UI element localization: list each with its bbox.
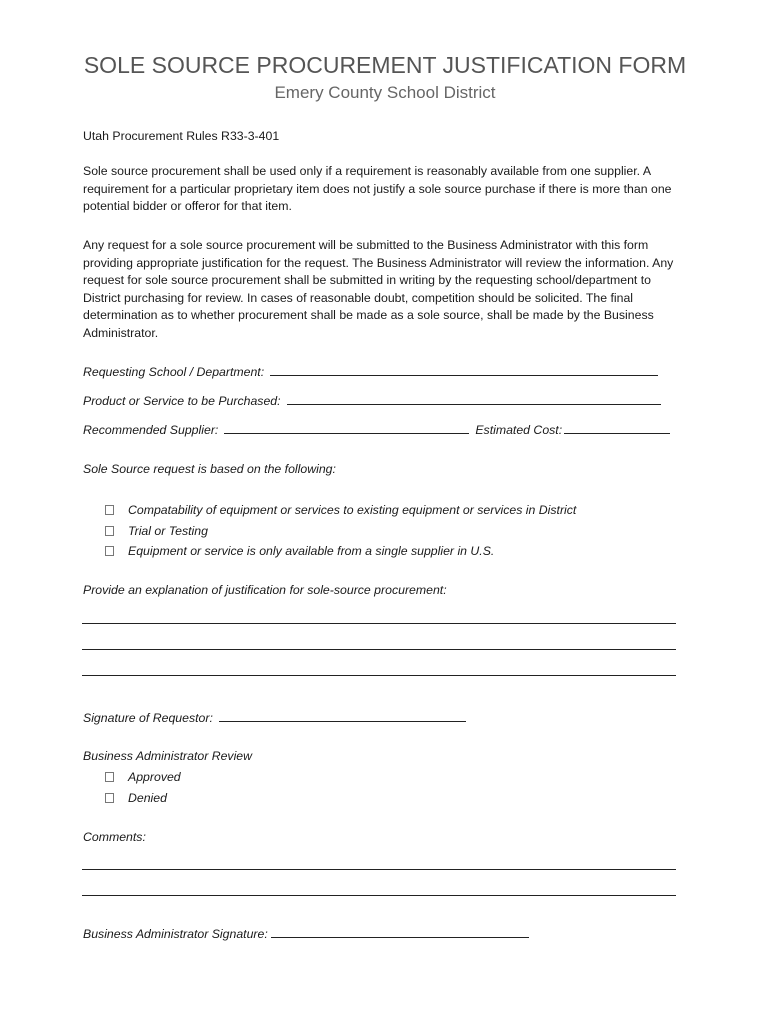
admin-signature-line[interactable]: [271, 926, 529, 938]
intro-paragraph-2: Any request for a sole source procurement will be submitted to the Business Administrator with this form providing appropriate justification for the request. The Business Administrator will review the information. Any request for sole source procurement shall be submitted in writing by the requesting school/department to District purchasing for review. In cases of reasonable doubt, competition should be solicited. The final determination as to whether procurement shall be made as a sole source, shall be made by the Business Administrator.: [83, 238, 674, 340]
admin-signature-field: [83, 926, 529, 941]
requesting-school-field: [83, 364, 658, 379]
admin-signature-label: Business Administrator Signature:: [83, 927, 268, 941]
comments-line[interactable]: [82, 869, 676, 870]
recommended-supplier-label: Recommended Supplier:: [83, 423, 219, 437]
review-option-label: Denied: [128, 791, 167, 805]
requestor-signature-field: [83, 710, 466, 725]
explanation-line[interactable]: [82, 649, 676, 650]
product-service-label: Product or Service to be Purchased:: [83, 394, 281, 408]
review-option-denied[interactable]: [105, 791, 167, 805]
product-service-field: [83, 393, 661, 408]
review-heading: Business Administrator Review: [83, 749, 253, 763]
checkbox-icon[interactable]: [105, 772, 114, 782]
basis-option-label: Equipment or service is only available from a single supplier in U.S.: [128, 544, 495, 558]
checkbox-icon[interactable]: [105, 526, 114, 536]
checkbox-icon[interactable]: [105, 546, 114, 556]
basis-option-single-supplier[interactable]: [105, 544, 494, 558]
product-service-line[interactable]: [287, 393, 661, 405]
estimated-cost-label: Estimated Cost:: [475, 423, 563, 437]
recommended-supplier-line[interactable]: [224, 422, 469, 434]
estimated-cost-line[interactable]: [564, 422, 670, 434]
rules-reference: Utah Procurement Rules R33-3-401: [83, 129, 280, 143]
explanation-line[interactable]: [82, 623, 676, 624]
basis-heading: Sole Source request is based on the following:: [83, 462, 336, 476]
comments-heading: Comments:: [83, 830, 146, 844]
form-title: SOLE SOURCE PROCUREMENT JUSTIFICATION FORM: [83, 52, 687, 78]
district-name: Emery County School District: [274, 83, 496, 102]
explanation-line[interactable]: [82, 675, 676, 676]
checkbox-icon[interactable]: [105, 793, 114, 803]
requestor-signature-line[interactable]: [219, 710, 466, 722]
requesting-school-label: Requesting School / Department:: [83, 365, 265, 379]
basis-option-compatibility[interactable]: [105, 503, 576, 517]
basis-option-label: Trial or Testing: [128, 524, 208, 538]
explanation-heading: Provide an explanation of justification for sole-source procurement:: [83, 583, 447, 597]
review-option-label: Approved: [128, 770, 181, 784]
requesting-school-line[interactable]: [270, 364, 658, 376]
checkbox-icon[interactable]: [105, 505, 114, 515]
basis-option-trial[interactable]: [105, 524, 208, 538]
review-option-approved[interactable]: [105, 770, 181, 784]
basis-option-label: Compatability of equipment or services to existing equipment or services in District: [128, 503, 577, 517]
comments-line[interactable]: [82, 895, 676, 896]
intro-paragraph-1: Sole source procurement shall be used only if a requirement is reasonably available from one supplier. A requirement for a particular proprietary item does not justify a sole source purchase if there is more than one potential bidder or offeror for that item.: [83, 164, 672, 213]
supplier-cost-field: [83, 422, 670, 437]
requestor-signature-label: Signature of Requestor:: [83, 711, 213, 725]
